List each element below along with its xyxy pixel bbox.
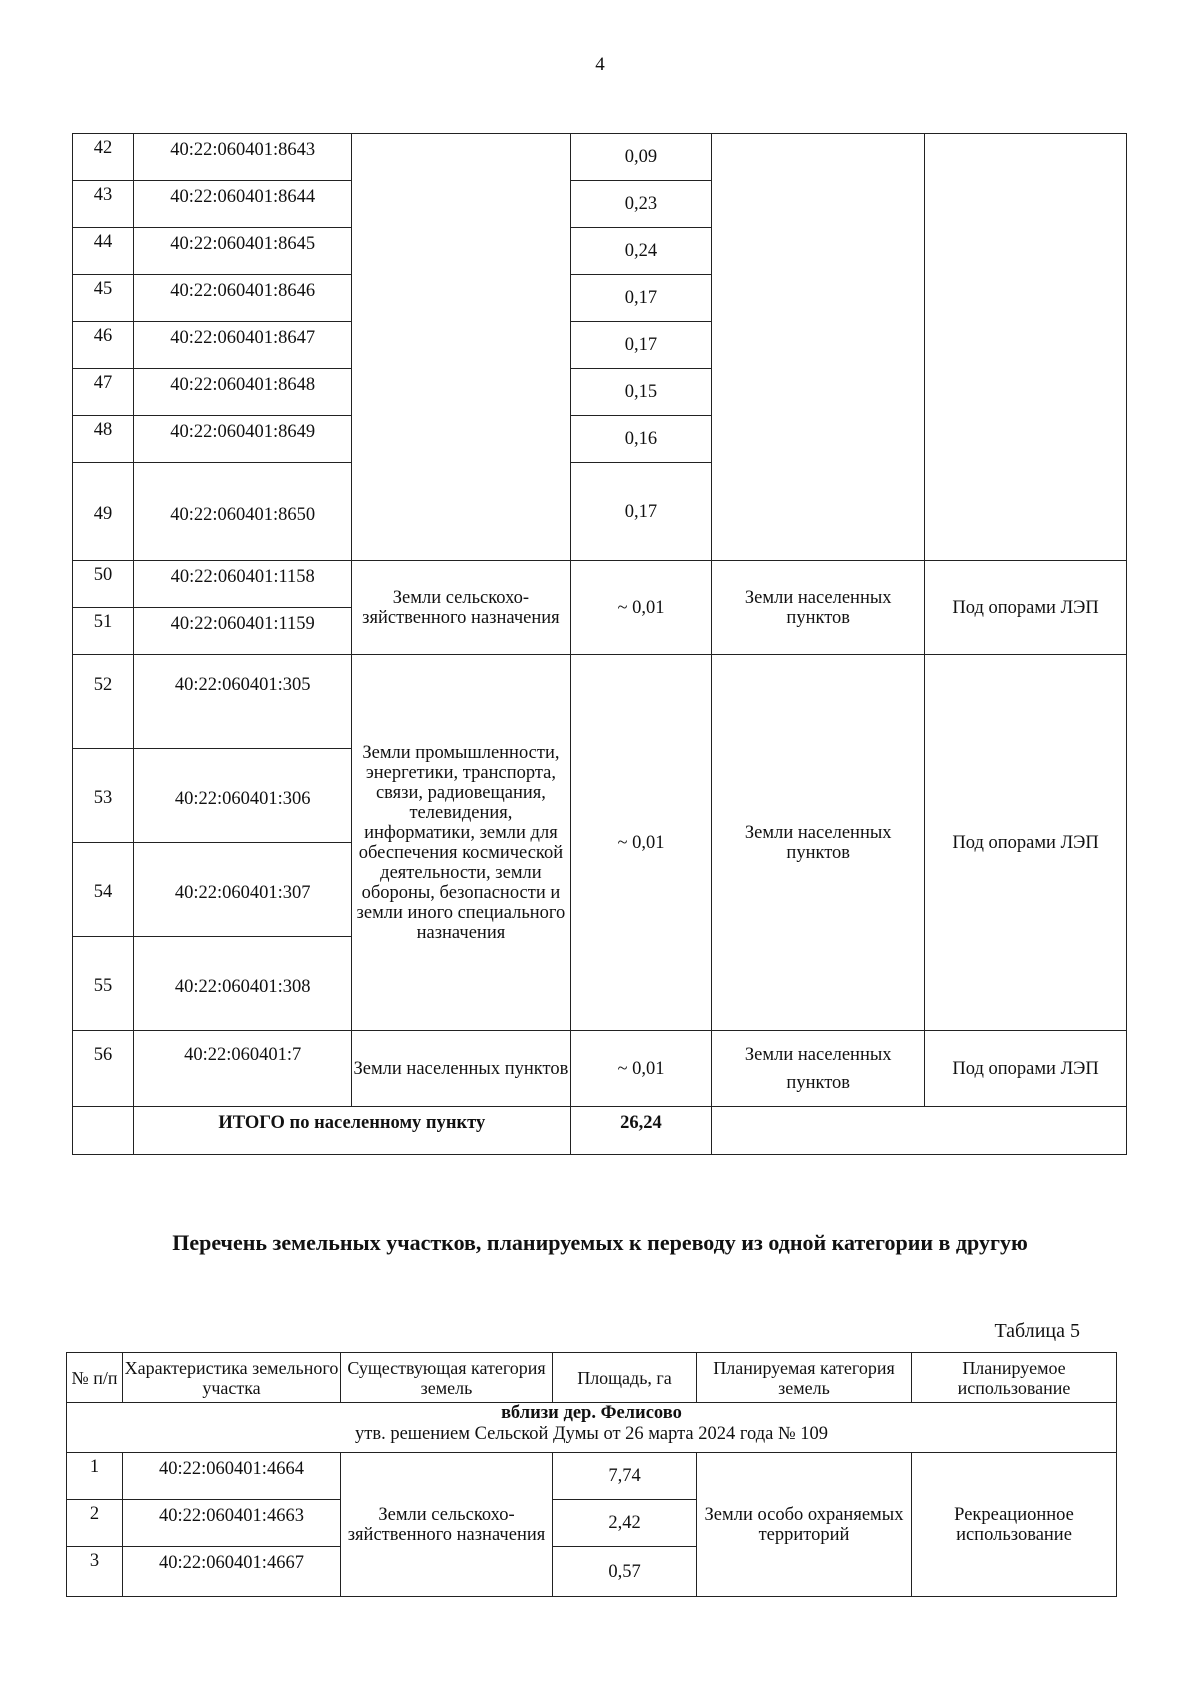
cadastral-number: 40:22:060401:307	[134, 843, 352, 937]
row-number: 54	[73, 843, 134, 937]
table-caption: Таблица 5	[994, 1320, 1080, 1342]
region-title: вблизи дер. Фелисово	[501, 1403, 682, 1423]
land-transfer-table	[66, 1352, 1117, 1597]
row-number: 44	[73, 228, 134, 275]
planned-use: Под опорами ЛЭП	[925, 1031, 1127, 1107]
planned-category: Земли особо охраняемых территорий	[697, 1453, 912, 1597]
cadastral-number: 40:22:060401:1158	[134, 561, 352, 608]
row-number: 48	[73, 416, 134, 463]
section-heading: Перечень земельных участков, планируемых к переводу из одной категории в другую	[172, 1230, 1028, 1255]
planned-use: Под опорами ЛЭП	[925, 655, 1127, 1031]
total-label: ИТОГО по населенному пункту	[134, 1107, 570, 1155]
existing-category: Земли сельскохо-зяйственного назначения	[352, 561, 570, 655]
cadastral-number: 40:22:060401:8650	[134, 463, 352, 561]
cadastral-number: 40:22:060401:4664	[123, 1453, 341, 1500]
row-number: 3	[67, 1547, 123, 1597]
header-existing-category: Существующая категория земель	[341, 1353, 553, 1403]
page-number: 4	[595, 54, 605, 75]
area-value: ~ 0,01	[570, 655, 712, 1031]
planned-category: Земли населенных пунктов	[712, 561, 925, 655]
existing-category: Земли сельскохо-зяйственного назначения	[341, 1453, 553, 1597]
table-row	[67, 1453, 1117, 1500]
planned-use-cell	[925, 134, 1127, 561]
row-number: 46	[73, 322, 134, 369]
planned-category: Земли населенных пунктов	[712, 1031, 925, 1107]
area-value: 0,09	[570, 134, 712, 181]
cadastral-number: 40:22:060401:8648	[134, 369, 352, 416]
row-number: 55	[73, 937, 134, 1031]
existing-category-cell	[352, 134, 570, 561]
cadastral-number: 40:22:060401:305	[134, 655, 352, 749]
area-value: ~ 0,01	[570, 1031, 712, 1107]
cadastral-number: 40:22:060401:8644	[134, 181, 352, 228]
table-row	[73, 134, 1127, 181]
row-number: 47	[73, 369, 134, 416]
cadastral-number: 40:22:060401:1159	[134, 608, 352, 655]
table-row	[73, 1031, 1127, 1107]
existing-category: Земли промышленности, энергетики, транспорта, связи, радиовещания, телевидения, информатики, земли для обеспечения космической деятельности, земли обороны, безопасности и земли иного специального назначения	[352, 655, 570, 1031]
region-row	[67, 1403, 1117, 1453]
area-value: 0,17	[570, 275, 712, 322]
planned-category-cell	[712, 134, 925, 561]
header-area: Площадь, га	[553, 1353, 697, 1403]
row-number: 43	[73, 181, 134, 228]
area-value: 0,17	[570, 322, 712, 369]
region-note: утв. решением Сельской Думы от 26 марта 2024 года № 109	[355, 1424, 828, 1444]
row-number: 2	[67, 1500, 123, 1547]
row-number: 1	[67, 1453, 123, 1500]
planned-use: Под опорами ЛЭП	[925, 561, 1127, 655]
area-value: 0,57	[553, 1547, 697, 1597]
cadastral-number: 40:22:060401:8649	[134, 416, 352, 463]
header-num: № п/п	[67, 1353, 123, 1403]
table-header-row	[67, 1353, 1117, 1403]
row-number: 51	[73, 608, 134, 655]
area-value: 0,23	[570, 181, 712, 228]
area-value: 0,17	[570, 463, 712, 561]
table-row	[73, 655, 1127, 749]
cadastral-number: 40:22:060401:7	[134, 1031, 352, 1107]
row-number: 45	[73, 275, 134, 322]
cadastral-number: 40:22:060401:8647	[134, 322, 352, 369]
cadastral-number: 40:22:060401:4667	[123, 1547, 341, 1597]
area-value: 0,24	[570, 228, 712, 275]
header-characteristic: Характеристика земельного участка	[123, 1353, 341, 1403]
land-plots-table-continued	[72, 133, 1127, 1155]
area-value: 0,15	[570, 369, 712, 416]
total-row	[73, 1107, 1127, 1155]
table-row	[73, 561, 1127, 608]
area-value: 7,74	[553, 1453, 697, 1500]
row-number: 56	[73, 1031, 134, 1107]
row-number: 53	[73, 749, 134, 843]
area-value: 2,42	[553, 1500, 697, 1547]
cadastral-number: 40:22:060401:8645	[134, 228, 352, 275]
row-number: 52	[73, 655, 134, 749]
row-number: 50	[73, 561, 134, 608]
planned-use: Рекреационное использование	[912, 1453, 1117, 1597]
header-planned-use: Планируемое использование	[912, 1353, 1117, 1403]
cadastral-number: 40:22:060401:8643	[134, 134, 352, 181]
cadastral-number: 40:22:060401:308	[134, 937, 352, 1031]
area-value: ~ 0,01	[570, 561, 712, 655]
cadastral-number: 40:22:060401:4663	[123, 1500, 341, 1547]
row-number: 42	[73, 134, 134, 181]
total-value: 26,24	[570, 1107, 712, 1155]
row-number: 49	[73, 463, 134, 561]
header-planned-category: Планируемая категория земель	[697, 1353, 912, 1403]
area-value: 0,16	[570, 416, 712, 463]
planned-category: Земли населенных пунктов	[712, 655, 925, 1031]
cadastral-number: 40:22:060401:306	[134, 749, 352, 843]
cadastral-number: 40:22:060401:8646	[134, 275, 352, 322]
existing-category: Земли населенных пунктов	[352, 1031, 570, 1107]
